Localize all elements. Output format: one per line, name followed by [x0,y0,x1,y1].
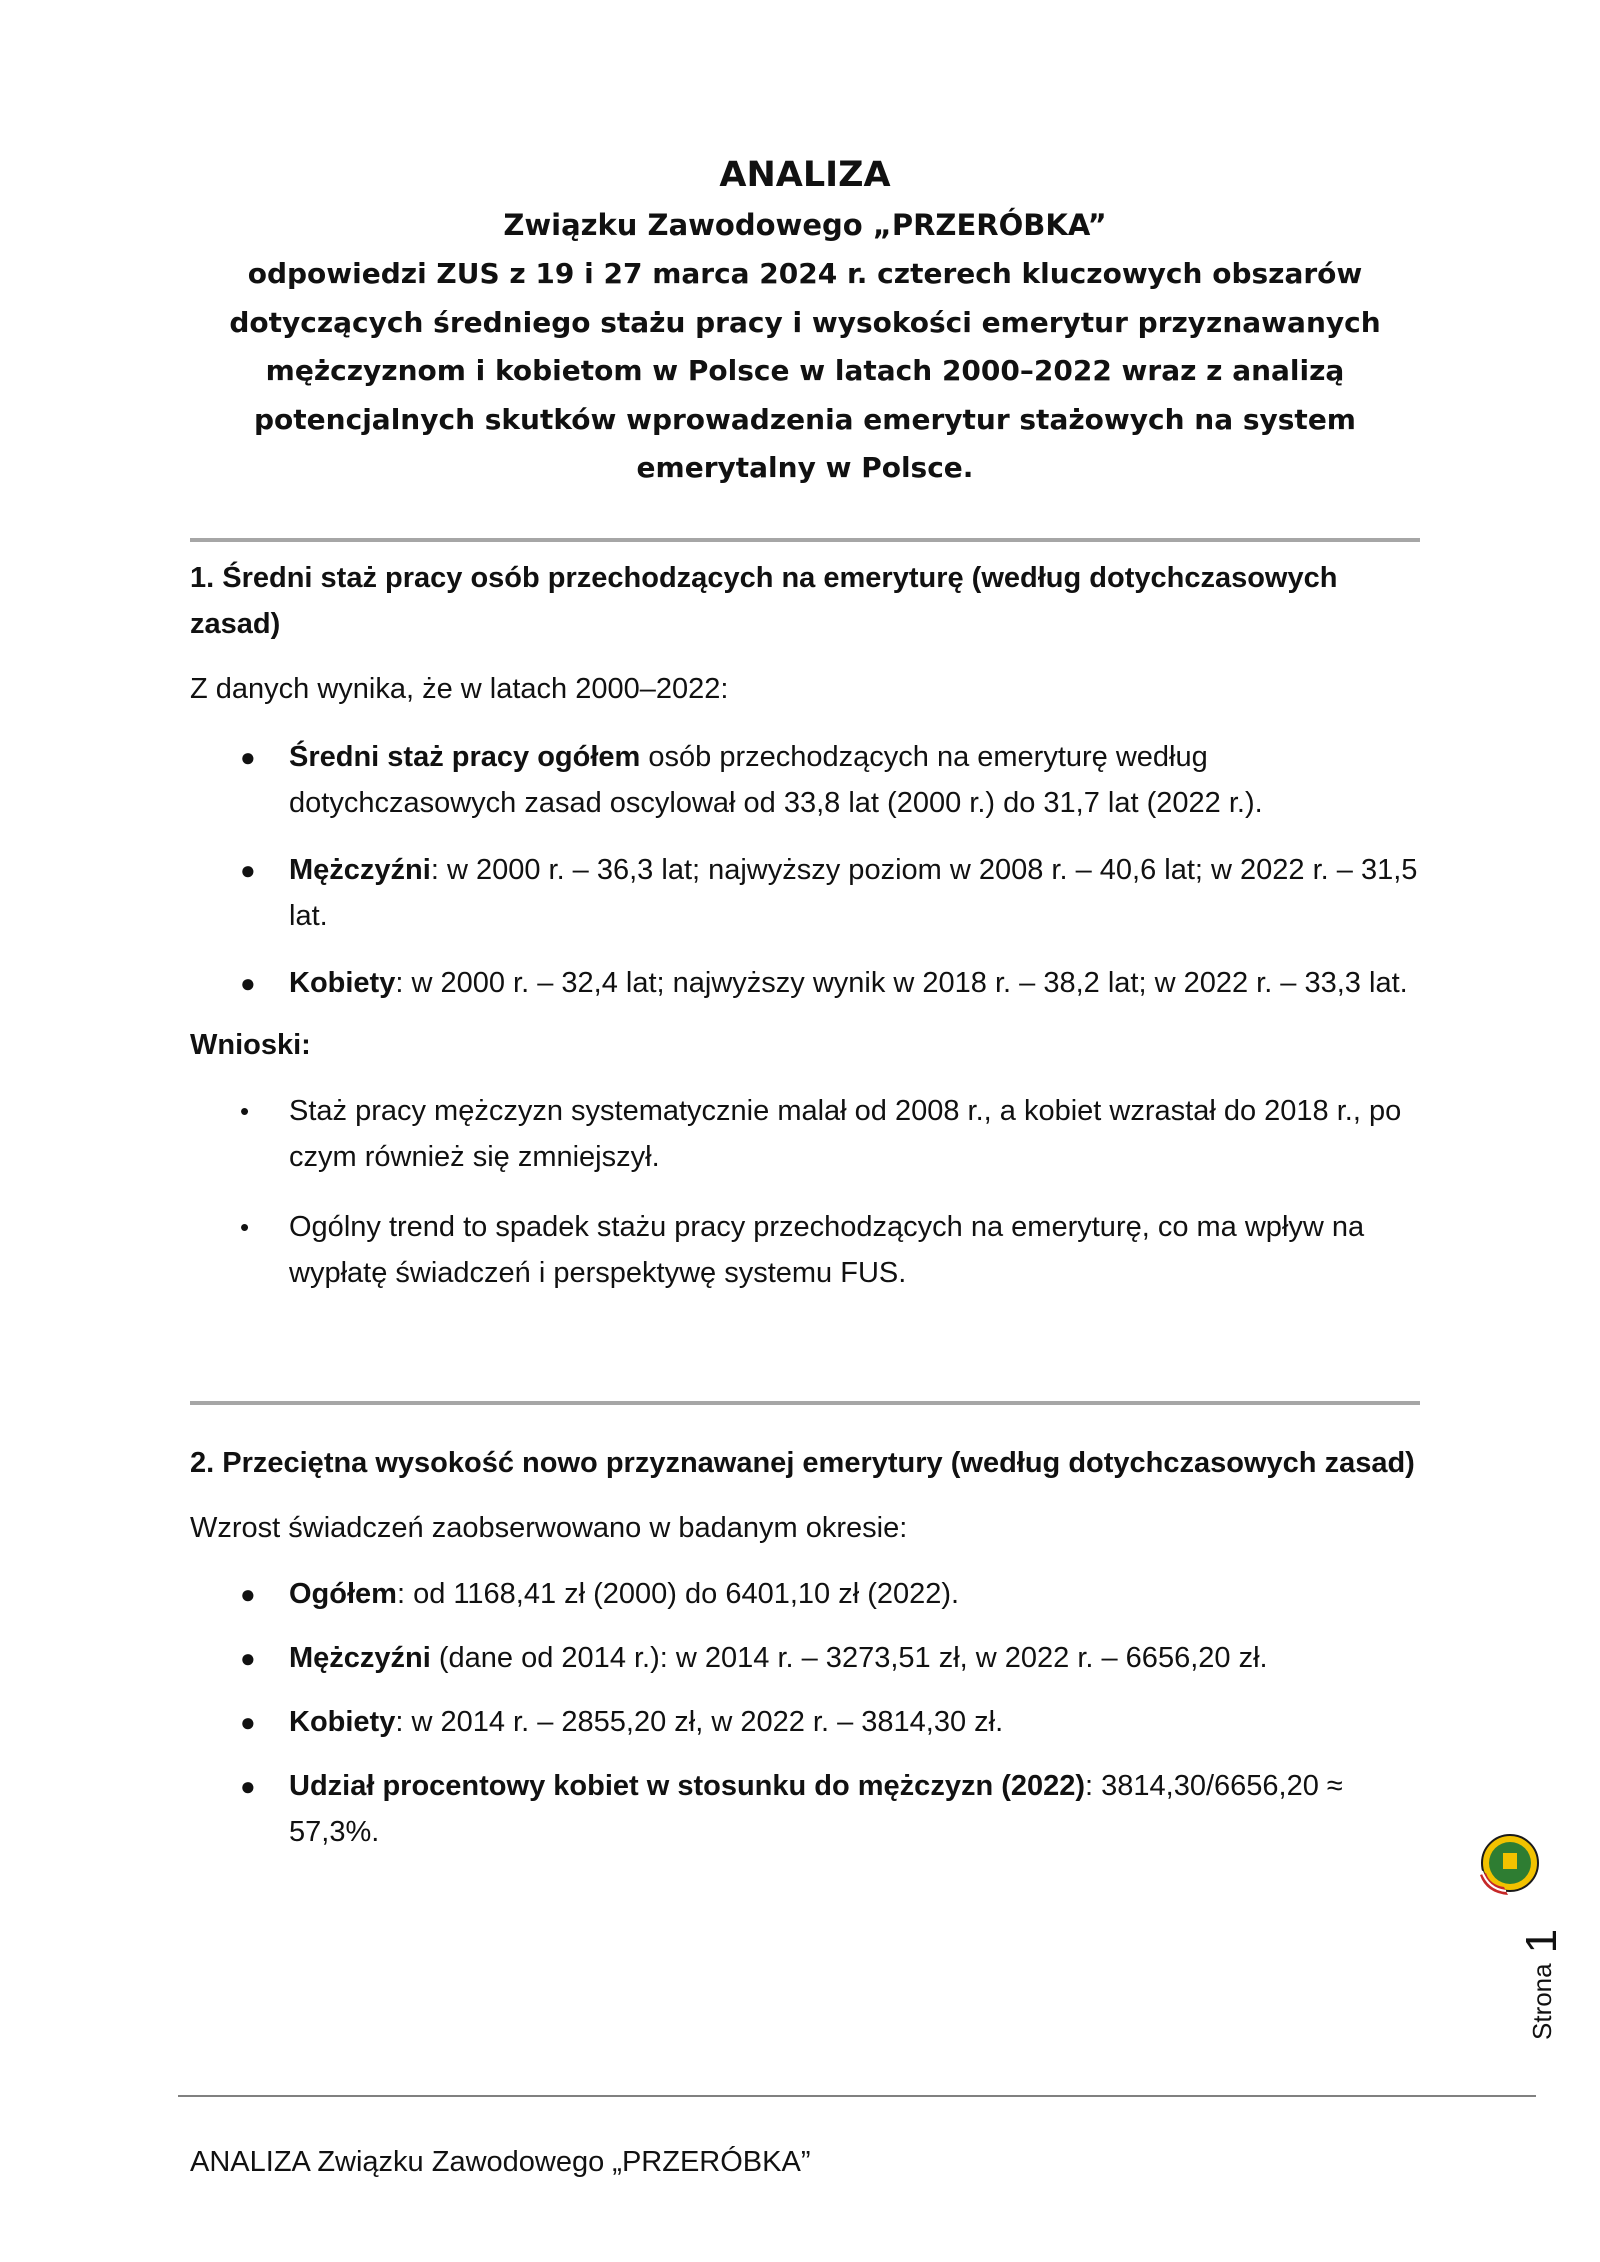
list-item [190,1571,1420,1617]
page-number [1512,1930,1572,2040]
list-item-text: Staż pracy mężczyzn systematycznie malał od 2008 r., a kobiet wzrastał do 2018 r., po czym również się zmniejszył. [289,1095,1402,1173]
list-item [190,1763,1420,1855]
intro-line: emerytalny w Polsce. [636,451,974,484]
list-item [190,847,1420,939]
list-item [190,1699,1420,1745]
list-item-term: Średni staż pracy ogółem [289,741,641,773]
section-1-lead: Z danych wynika, że w latach 2000–2022: [190,673,729,705]
list-item [190,1088,1420,1180]
section-2-list [190,1571,1420,1855]
list-item-term: Ogółem [289,1578,397,1610]
document-title: ANALIZA [719,155,891,195]
bullet-icon: ● [240,968,256,998]
list-item-term: Mężczyźni [289,854,431,886]
list-item-text: : 3814,30/6656,20 ≈ 57,3%. [289,1770,1343,1848]
bullet-icon: ● [240,742,256,772]
list-item [190,1635,1420,1681]
list-item-text: : w 2000 r. – 36,3 lat; najwyższy poziom w 2008 r. – 40,6 lat; w 2022 r. – 31,5 lat. [289,854,1418,932]
list-item-term: Kobiety [289,967,396,999]
footer-text: ANALIZA Związku Zawodowego „PRZERÓBKA” [190,2146,811,2178]
bullet-icon: ● [240,1707,256,1737]
section-2-lead: Wzrost świadczeń zaobserwowano w badanym okresie: [190,1512,908,1544]
section-divider [190,1401,1420,1405]
intro-line: mężczyznom i kobietom w Polsce w latach 2000–2022 wraz z analizą [265,354,1345,387]
intro-line: odpowiedzi ZUS z 19 i 27 marca 2024 r. czterech kluczowych obszarów [247,257,1363,290]
conclusions-label: Wnioski: [190,1029,311,1061]
bullet-icon: ● [240,1643,256,1673]
page-label: Strona [1526,1963,1557,2040]
list-item-text: Ogólny trend to spadek stażu pracy przechodzących na emeryturę, co ma wpływ na wypłatę świadczeń i perspektywę systemu FUS. [289,1211,1365,1289]
document-subtitle: Związku Zawodowego „PRZERÓBKA” [503,208,1107,242]
page-number-value: 1 [1517,1928,1566,1954]
section-divider [190,538,1420,542]
bullet-icon: ● [240,1771,256,1801]
intro-line: potencjalnych skutków wprowadzenia emerytur stażowych na system [254,402,1356,436]
list-item-text: : od 1168,41 zł (2000) do 6401,10 zł (2022). [396,1578,960,1610]
list-item-term: Udział procentowy kobiet w stosunku do mężczyzn (2022) [289,1770,1086,1802]
union-logo-icon [1474,1831,1542,1899]
bullet-icon: ● [240,1579,256,1609]
intro-line: dotyczących średniego stażu pracy i wysokości emerytur przyznawanych [229,305,1381,339]
list-item-text: : w 2000 r. – 32,4 lat; najwyższy wynik w 2018 r. – 38,2 lat; w 2022 r. – 33,3 lat. [395,967,1408,999]
list-item-text: (dane od 2014 r.): w 2014 r. – 3273,51 zł, w 2022 r. – 6656,20 zł. [430,1642,1268,1674]
list-item-term: Mężczyźni [289,1642,431,1674]
list-item [190,1204,1420,1296]
section-2-heading: 2. Przeciętna wysokość nowo przyznawanej emerytury (według dotychczasowych zasad) [190,1447,1415,1479]
conclusions-list [190,1088,1420,1296]
list-item-text: osób przechodzących na emeryturę według dotychczasowych zasad oscylował od 33,8 lat (2000 r.) do 31,7 lat (2022 r.). [289,741,1263,819]
document-header [190,150,1420,493]
bullet-icon: • [240,1096,250,1126]
bullet-icon: ● [240,855,256,885]
list-item-text: : w 2014 r. – 2855,20 zł, w 2022 r. – 3814,30 zł. [395,1706,1004,1738]
section-1-heading: 1. Średni staż pracy osób przechodzących na emeryturę (według dotychczasowych zasad) [190,562,1338,640]
bullet-icon: • [240,1212,250,1242]
section-1 [190,555,1420,1296]
list-item-term: Kobiety [289,1706,396,1738]
section-1-list [190,734,1420,1006]
section-2 [190,1440,1420,1855]
list-item [190,734,1420,826]
footer-divider [178,2095,1536,2097]
list-item [190,960,1420,1006]
